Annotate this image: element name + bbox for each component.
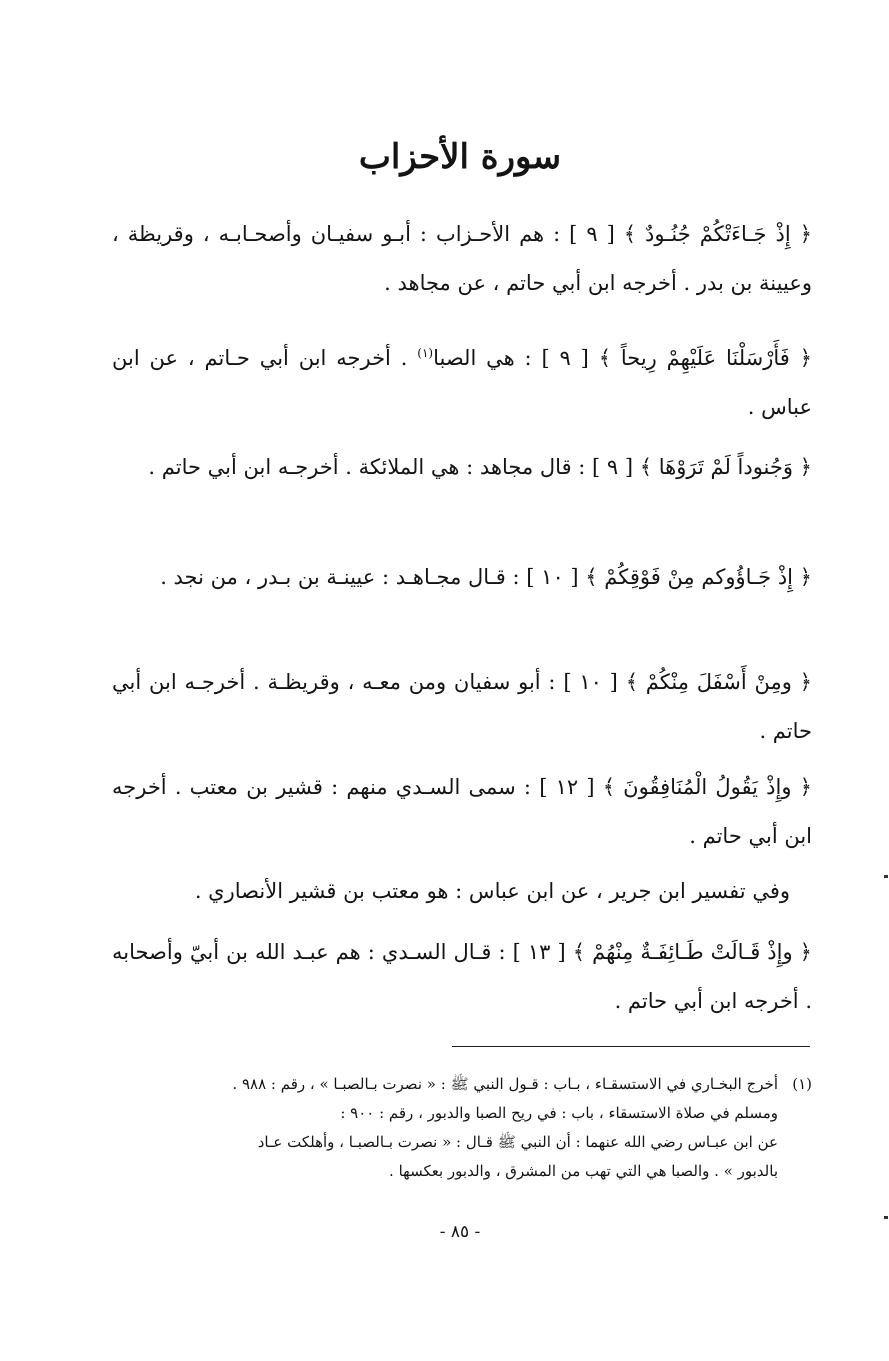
entry-paragraph xyxy=(112,334,812,432)
quran-verse: ﴿ وَجُنوداً لَمْ تَرَوْهَا ﴾ xyxy=(639,455,812,479)
entry-paragraph xyxy=(112,763,812,861)
footnote-line: أخرج البخـاري في الاستسقـاء ، بـاب : قـول النبي ﷺ : « نصرت بـالصبـا » ، رقم : ٩٨٨ . xyxy=(232,1075,778,1093)
entry-text: وفي تفسير ابن جرير ، عن ابن عباس : هو معتب بن قشير الأنصاري . xyxy=(194,879,790,903)
quran-verse: ﴿ وإِذْ يَقُولُ الْمُنَافِقُونَ ﴾ xyxy=(602,775,812,799)
verse-reference: [ ١٣ ] xyxy=(512,940,566,964)
entry-paragraph xyxy=(112,658,812,756)
entry-paragraph xyxy=(112,867,812,916)
entry-text: : أبو سفيان ومن معـه ، وقريظـة . أخرجـه ابن أبي حاتم . xyxy=(112,670,812,743)
verse-reference: [ ٩ ] xyxy=(569,222,615,246)
verse-reference: [ ١٠ ] xyxy=(563,670,618,694)
entry-text: : هي الصبا xyxy=(433,346,532,370)
footnote-number: (١) xyxy=(792,1075,812,1093)
footnote xyxy=(112,1070,812,1186)
entry-text: : هم الأحـزاب : أبـو سفيـان وأصحـابـه ، وقريظة ، وعيينة بن بدر . أخرجه ابن أبي حاتم ، عن مجاهد . xyxy=(112,222,812,295)
entry-paragraph xyxy=(112,553,812,602)
quran-verse: ﴿ ومِنْ أَسْفَلَ مِنْكُمْ ﴾ xyxy=(625,670,812,694)
entry-text: : سمى السـدي منهم : قشير بن معتب . أخرجه ابن أبي حاتم . xyxy=(112,775,812,848)
footnote-line: بالدبور » . والصبا هي التي تهب من المشرق ، والدبور بعكسها . xyxy=(389,1162,778,1180)
quran-verse: ﴿ فَأَرْسَلْنَا عَلَيْهِمْ رِيحاً ﴾ xyxy=(598,346,812,370)
quran-verse: ﴿ وإِذْ قَـالَتْ طَـائِفَـةٌ مِنْهُمْ ﴾ xyxy=(572,940,812,964)
entry-text: . أخرجه ابن أبي حـاتم ، عن ابن عباس . xyxy=(112,346,812,419)
footnote-line: عن ابن عبـاس رضي الله عنهما : أن النبي ﷺ قـال : « نصرت بـالصبـا ، وأهلكت عـاد xyxy=(257,1133,778,1151)
scan-edge-mark xyxy=(884,1216,888,1219)
entry-paragraph xyxy=(112,210,812,308)
footnote-text xyxy=(112,1070,778,1186)
entry-text: : قال مجاهد : هي الملائكة . أخرجـه ابن أبي حاتم . xyxy=(148,455,586,479)
footnote-marker: (١) xyxy=(417,346,434,360)
entry-text: : قـال السـدي : هم عبـد الله بن أبيّ وأصحابه . أخرجه ابن أبي حاتم . xyxy=(112,940,812,1013)
page-title: سورة الأحزاب xyxy=(358,137,562,177)
verse-reference: [ ٩ ] xyxy=(541,346,589,370)
verse-reference: [ ١٠ ] xyxy=(526,565,579,589)
verse-reference: [ ٩ ] xyxy=(592,455,634,479)
quran-verse: ﴿ إِذْ جَـاؤُوكم مِنْ فَوْقِكُمْ ﴾ xyxy=(585,565,812,589)
verse-reference: [ ١٢ ] xyxy=(539,775,595,799)
entry-text: : قـال مجـاهـد : عيينـة بن بـدر ، من نجد . xyxy=(160,565,520,589)
quran-verse: ﴿ إِذْ جَـاءَتْكُمْ جُنُـودٌ ﴾ xyxy=(623,222,812,246)
page-number: - ٨٥ - xyxy=(439,1222,481,1242)
scan-edge-mark xyxy=(884,875,888,878)
entry-paragraph xyxy=(112,443,812,492)
footnote-separator xyxy=(452,1046,810,1047)
entry-paragraph xyxy=(112,928,812,1026)
footnote-line: ومسلم في صلاة الاستسقاء ، باب : في ريح الصبا والدبور ، رقم : ٩٠٠ : xyxy=(340,1104,778,1122)
footnote-row xyxy=(112,1070,812,1186)
